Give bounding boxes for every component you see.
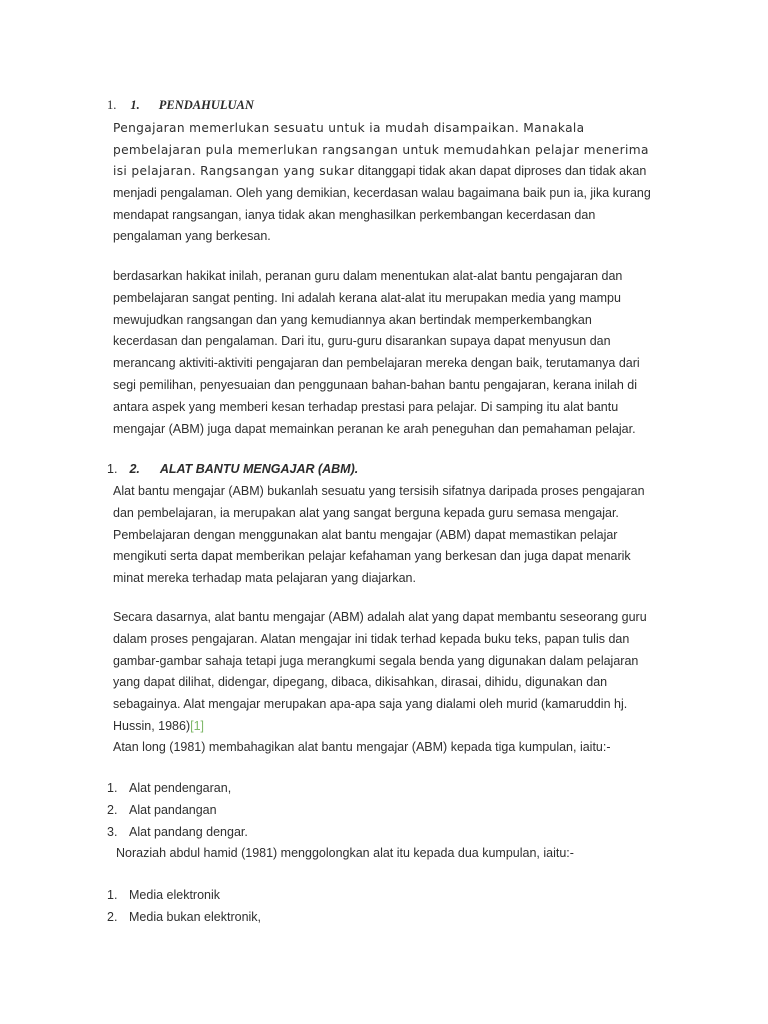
numbered-list: [107, 885, 261, 929]
list-text: Media elektronik: [129, 888, 221, 902]
list-item: [107, 885, 261, 907]
list-text: Alat pandangan: [129, 802, 217, 817]
paragraph-line: segi pemilihan, penyesuaian dan penggunaan bahan-bahan bantu pengajaran, kerana inilah di: [113, 377, 638, 392]
paragraph-line: Pengajaran memerlukan sesuatu untuk ia mudah disampaikan. Manakala: [113, 121, 585, 135]
body-paragraph: [113, 266, 673, 440]
paragraph-line: yang dapat dilihat, didengar, dipegang, dibaca, dikisahkan, dirasai, dihidu, digunakan dan: [113, 675, 608, 690]
paragraph-line: Pembelajaran dengan menggunakan alat bantu mengajar (ABM) dapat memastikan pelajar: [113, 527, 618, 542]
paragraph-line: Noraziah abdul hamid (1981) menggolongkan alat itu kepada dua kumpulan, iaitu:-: [116, 846, 574, 860]
list-intro: [116, 843, 676, 865]
paragraph-line: dalam proses pengajaran. Alatan mengajar ini tidak terhad kepada buku teks, papan tulis dan: [113, 631, 630, 646]
paragraph-line: Secara dasarnya, alat bantu mengajar (ABM) adalah alat yang dapat membantu seseorang guru: [113, 610, 647, 624]
paragraph-line: dan pembelajaran, ia merupakan alat yang sangat berguna kepada guru semasa mengajar.: [113, 505, 619, 520]
list-text: Media bukan elektronik,: [129, 909, 262, 924]
paragraph-line: mendapat rangsangan, ianya tidak akan menghasilkan perkembangan kecerdasan dan: [113, 207, 596, 222]
list-number: 2.: [107, 802, 118, 817]
list-item: [107, 822, 248, 844]
list-item: [107, 800, 248, 822]
list-number: 1.: [107, 888, 118, 902]
paragraph-line: [113, 161, 673, 183]
paragraph-line: Alat bantu mengajar (ABM) bukanlah sesuatu yang tersisih sifatnya daripada proses pengajaran: [113, 484, 645, 498]
intro-paragraph: [113, 118, 673, 248]
heading-title: PENDAHULUAN: [158, 98, 254, 112]
paragraph-line: menjadi pengalaman. Oleh yang demikian, kecerdasan walau bagaimana baik pun ia, jika kurang: [113, 185, 651, 200]
list-intro: [113, 737, 673, 759]
list-number: 2.: [107, 909, 118, 924]
numbered-list: [107, 778, 248, 843]
list-text: Alat pandang dengar.: [129, 824, 248, 839]
heading-number: 1.: [130, 98, 140, 112]
heading-outer-number: 1.: [107, 462, 118, 476]
paragraph-line: sebagainya. Alat mengajar merupakan apa-apa saja yang dialami oleh murid (kamaruddin hj.: [113, 697, 628, 712]
paragraph-line-part: ditanggapi tidak akan dapat diproses dan tidak akan: [354, 164, 647, 178]
footnote-link[interactable]: [1]: [190, 718, 205, 733]
paragraph-line: mengajar (ABM) juga dapat memainkan peranan ke arah peneguhan dan pemahaman pelajar.: [113, 421, 636, 436]
heading-number: 2.: [129, 462, 140, 476]
paragraph-line: pembelajaran sangat penting. Ini adalah kerana alat-alat itu merupakan media yang mampu: [113, 290, 621, 305]
paragraph-line: mewujudkan rangsangan dan yang kemudiannya akan bertindak memperkembangkan: [113, 312, 592, 327]
list-item: [107, 778, 248, 800]
paragraph-line-part: isi pelajaran. Rangsangan yang sukar: [113, 164, 355, 178]
paragraph-line: merancang aktiviti-aktiviti pengajaran dan pembelajaran mereka dengan baik, terutamanya dari: [113, 356, 640, 371]
paragraph-line: [113, 716, 673, 738]
paragraph-line: mengikuti serta dapat memberikan pelajar kefahaman yang berkesan dan juga dapat menarik: [113, 549, 631, 564]
body-paragraph: [113, 481, 673, 590]
paragraph-line: kecerdasan dan pengalaman. Dari itu, guru-guru disarankan supaya dapat menyusun dan: [113, 334, 611, 349]
body-paragraph: [113, 607, 673, 738]
list-item: [107, 907, 261, 929]
section-heading-pendahuluan: [107, 98, 254, 113]
section-heading-abm: [107, 462, 358, 476]
paragraph-line: pengalaman yang berkesan.: [113, 229, 271, 244]
paragraph-line: gambar-gambar sahaja tetapi juga merangkumi segala benda yang digunakan dalam pelajaran: [113, 653, 639, 668]
paragraph-line: minat mereka terhadap mata pelajaran yang diajarkan.: [113, 571, 416, 586]
paragraph-line: antara aspek yang memberi kesan terhadap prestasi para pelajar. Di samping itu alat bantu: [113, 399, 619, 414]
heading-title: ALAT BANTU MENGAJAR (ABM).: [159, 462, 359, 476]
citation-text: Hussin, 1986): [113, 718, 191, 733]
list-number: 1.: [107, 781, 118, 795]
list-number: 3.: [107, 824, 118, 839]
heading-outer-number: 1.: [107, 98, 117, 112]
paragraph-line: pembelajaran pula memerlukan rangsangan untuk memudahkan pelajar menerima: [113, 142, 649, 157]
list-text: Alat pendengaran,: [129, 781, 232, 795]
paragraph-line: Atan long (1981) membahagikan alat bantu mengajar (ABM) kepada tiga kumpulan, iaitu:-: [113, 740, 611, 754]
paragraph-line: berdasarkan hakikat inilah, peranan guru dalam menentukan alat-alat bantu pengajaran dan: [113, 269, 623, 283]
